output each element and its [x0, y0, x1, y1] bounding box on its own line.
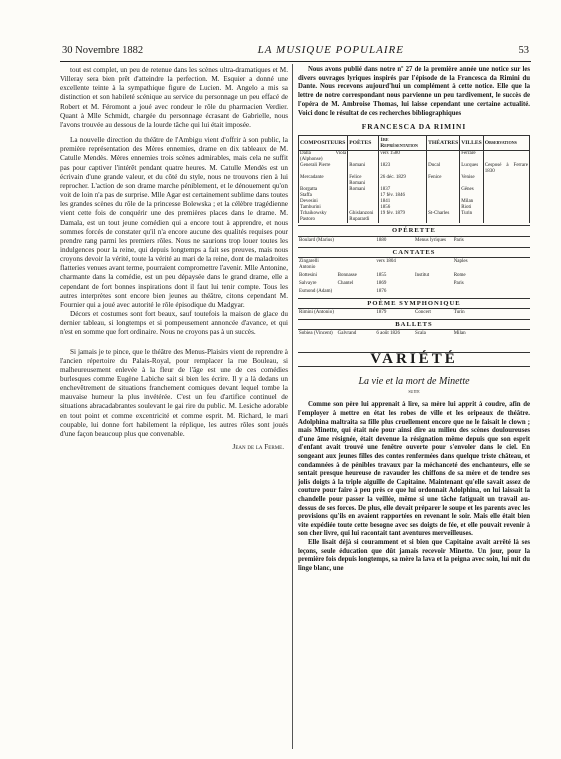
- story-title: La vie et la mort de Minette: [358, 376, 470, 388]
- story-paragraph: Elle lisait déjà si couramment et si bien que Capitaine avait arrêté là ses leçons, seule éducation que dût jamais recevoir Minette. Un jour, pour la première fois depuis longtemps, sa mère la lava et la peigna avec soin, lui mit du linge blanc, une: [298, 538, 530, 572]
- section-cell: Paris: [453, 280, 464, 286]
- table-cell: Dalla Viola (Alphonse): [300, 151, 347, 163]
- table-header-row: [299, 136, 530, 151]
- section-heading-cantates: CANTATES: [298, 247, 530, 258]
- left-column: [60, 66, 288, 452]
- table-header-cell: COMPOSITEURS: [299, 136, 348, 151]
- section-cell: [453, 288, 492, 296]
- section-heading-operette: OPÉRETTE: [298, 225, 530, 236]
- table-cell: 26 déc. 1829: [379, 175, 427, 187]
- table-cell: Turin: [460, 211, 484, 217]
- table-cell: Romani: [348, 187, 379, 193]
- cantates-rows: [298, 258, 530, 296]
- section-cell: Menus lyriques: [415, 237, 446, 243]
- section-cell: 1880: [376, 237, 387, 243]
- signature: Jean de la Ferme.: [232, 443, 284, 452]
- table-header-cell: Observations: [483, 136, 529, 151]
- section-cell: Rimini (Antonio): [299, 309, 334, 315]
- section-cell: [491, 237, 530, 245]
- table-cell: Milan: [460, 199, 484, 205]
- section-row: [298, 272, 530, 280]
- section-cell: Chantel: [337, 280, 354, 286]
- table-cell: Tchaikowsky: [299, 211, 348, 217]
- table-cell: Venise: [460, 175, 484, 187]
- section-cell: [491, 272, 530, 280]
- table-cell: Cesposé à Ferrare 1830: [484, 163, 528, 175]
- table-cell: 19 fév. 1879: [379, 211, 427, 217]
- paragraph: La nouvelle direction du théâtre de l'Ambigu vient d'offrir à son public, la première représentation des Mères ennemies, drame en dix tableaux de M. Catulle Mendès. Mères ennemies trois scènes admirables, mais cela ne suffit pas pour captiver l'intérêt pendant quatre heures. M. Catulle Mendès est un écrivain d'une grande valeur, et du côté du style, nous ne trouvons rien à lui reprocher. L'action de son drame marche péniblement, et le dénouement qu'on voit de loin n'a pas de surprise. Mlle Agar est certainement sublime dans toutes les grandes scènes du rôle de la princesse Bolewska ; et la célèbre tragédienne vient cette fois de conquérir une des premières places dans le drame. M. Damala, est un tout jeune comédien qui a encore tout à apprendre, et nous sommes forcés de constater qu'il n'a encore aucune des qualités requises pour prendre rang parmi les premiers rôles. Nous ne saurions trop louer toutes les indulgences pour la reine, qui depuis longtemps a fait ses preuves, mais nous croyons devoir la vérité, toute la vérité au mari de la reine, dont de maladroites flatteries venues avant terme, pourraient compromettre l'avenir. Mlle Antonine, charmante dans la comédie, est un peu dépaysée dans le grand drame, elle a cependant de fort bonnes inspirations dont il faut lui tenir compte. Tous les autres interprètes sont encore bien jeunes au théâtre, citons cependant M. Fournier qui a joué avec autorité le rôle épisodique du Madgyar.: [60, 136, 288, 309]
- table-cell: Lucques: [460, 163, 484, 175]
- section-row: [298, 288, 530, 296]
- section-cell: 1869: [376, 280, 387, 286]
- table-header-cell: THÉATRES: [427, 136, 460, 151]
- section-cell: [337, 309, 376, 317]
- section-cell: Bottesini: [299, 272, 318, 278]
- section-cell: [414, 288, 453, 296]
- section-cell: [491, 258, 530, 272]
- section-cell: 1879: [376, 309, 387, 315]
- table-cell: Tamburini: [299, 205, 348, 211]
- table-header-cell: POÈTES: [348, 136, 379, 151]
- table-body: [299, 151, 530, 224]
- section-cell: Concert: [415, 309, 431, 315]
- paragraph: Décors et costumes sont fort beaux, sauf toutefois la maison de glace du dernier tableau, si longtemps et si pompeusement annoncée d'avance, et qui n'est en somme que fort ordinaire. Nous ne croyons pas à un succès.: [60, 310, 288, 337]
- header-title: LA MUSIQUE POPULAIRE: [257, 44, 404, 56]
- table-cell: Fenice: [427, 175, 460, 187]
- section-row: [298, 237, 530, 245]
- table-title: FRANCESCA DA RIMINI: [361, 122, 467, 132]
- paragraph: Si jamais je te pince, que le théâtre des Menus-Plaisirs vient de reprendre à l'ancien répertoire du Palais-Royal, pour remplacer la rue Bouleau, si malheureusement enlevée à la fleur de l'âge est une de ces comédies burlesques comme Eugène Labiche sait si bien les écrire. Il y a là dedans un enchevêtrement de situations franchement comiques devant lequel tombe la mauvaise humeur la plus invétérée. C'est un feu d'artifice continuel de situations abracadabrantes soulevant le gai rire du public. M. Lesiche adorable en tout point et comme excentricité et comme esprit. M. Richard, le mari coupable, lui donne fort habilement la réplique, les autres rôles sont joués d'une façon beaucoup plus que convenable.: [60, 347, 288, 438]
- table-cell: Staffa: [299, 193, 348, 199]
- table-cell: [348, 151, 379, 164]
- table-cell: [379, 217, 427, 223]
- section-cell: Scala: [415, 331, 426, 336]
- table-cell: vers 1580: [379, 151, 427, 164]
- paragraph: tout est complet, un peu de retenue dans les scènes ultra-dramatiques et M. Villeray sera bien prêt d'atteindre la perfection. M. Esquier a donné une excellente teinte à la sympathique figure de Lucien. M. Angelo a mis sa distinction et son habileté scénique au service du personnage un peu effacé de Robert et M. Féromont a joué avec rondeur le rôle du pharmacien Verdier. Quant à Mlle Schmidt, chargée du personnage écrasant de Gabrielle, nous l'avons trouvée au dessous de la lourde tâche qui lui était imposée.: [60, 66, 288, 129]
- section-row: [298, 258, 530, 272]
- section-heading-poeme: POÈME SYMPHONIQUE: [298, 298, 530, 309]
- table-cell: [483, 217, 529, 223]
- section-cell: Turin: [453, 309, 465, 315]
- table-cell: 1856: [379, 205, 427, 211]
- table-row: [299, 163, 530, 175]
- table-row: [299, 217, 530, 223]
- section-row: [298, 330, 530, 338]
- header-date: 30 Novembre 1882: [62, 45, 144, 56]
- ballets-rows: [298, 330, 530, 338]
- section-cell: vers 1804: [376, 258, 396, 264]
- table-cell: Devesini: [299, 199, 348, 205]
- table-cell: [483, 175, 529, 187]
- page-header: [62, 44, 529, 60]
- table-cell: Generali Pierre: [299, 163, 348, 175]
- table-header-cell: VILLES: [460, 136, 484, 151]
- table-cell: 1823: [379, 163, 427, 175]
- section-cell: [337, 258, 376, 272]
- table-cell: Ferrare: [460, 151, 484, 164]
- section-cell: Salvayre: [299, 280, 317, 286]
- section-cell: Galvrand: [337, 331, 357, 336]
- section-cell: Zingarelli Antonio: [299, 258, 319, 270]
- table-cell: 1841: [379, 199, 427, 205]
- table-cell: 17 fév. 1846: [379, 193, 427, 199]
- page-number: 53: [518, 45, 529, 56]
- section-cell: 1876: [376, 288, 387, 294]
- table-cell: St-Charles: [427, 211, 460, 217]
- table-cell: 1837: [379, 187, 427, 193]
- section-cell: [491, 309, 530, 317]
- section-cell: [337, 237, 376, 245]
- table-cell: Gênes: [460, 187, 484, 193]
- table-cell: Rioti: [460, 205, 484, 211]
- section-cell: Bonnasse: [337, 272, 357, 278]
- table-cell: Felice Romani: [348, 175, 379, 187]
- story-paragraph: Comme son père lui apprenait à lire, sa mère lui apprit à coudre, afin de l'employer à mettre en état les robes de ville et les oripeaux de théâtre. Adolphina maltraita sa fille plus cruellement encore que ne le faisait le clown ; mais Minette, qui était née pour ainsi dire au milieu des scènes douloureuses d'une âme résignée, était devenue la résignation même depuis que son esprit d'enfant avait trouvé une fenêtre ouverte pour s'envoler dans le ciel. En songeant aux jeunes filles des contes renfermées dans quelque triste château, et condamnées à de pénibles travaux par la méchanceté des enchanteurs, elle se sentait presque heureuse de ravauder les chiffons de sa mère et de tendre ses jolis doigts à la triple aiguille de Capitaine. Maintenant qu'elle savait assez de couture pour faire à peu près ce que lui ordonnait Adolphina, on lui laissait la chandelle pour passer la veillée, même si une tâche fatiguait un travail au-dessus de ses forces. De plus, elle devait préparer le soupe et les parents avec les provisions qu'ils en avaient rapportées en revenant le soir. Mais elle était bien vite expédiée toute cette besogne avec ses doigts de fée, et elle pouvait revenir à son cher livre, qui lui racontait tant aventures merveilleuses.: [298, 401, 530, 538]
- section-cell: 6 août 1826: [376, 331, 400, 336]
- column-divider: [292, 64, 293, 749]
- table-cell: [427, 151, 460, 164]
- section-row: [298, 280, 530, 288]
- section-cell: [491, 288, 530, 296]
- section-cell: [491, 280, 530, 288]
- table-cell: [427, 217, 460, 223]
- table-cell: Ghislanzoni: [348, 211, 379, 217]
- section-cell: Institut: [415, 272, 430, 278]
- table-row: [299, 151, 530, 164]
- story-suite: suite: [408, 389, 420, 396]
- section-cell: Boulard (Marius): [299, 237, 334, 243]
- table-cell: Romani: [348, 163, 379, 175]
- table-cell: [483, 151, 529, 164]
- header-rule: [60, 61, 531, 62]
- operette-rows: [298, 237, 530, 245]
- section-heading-ballets: BALLETS: [298, 319, 530, 330]
- section-cell: Naples: [453, 258, 468, 264]
- table-cell: Ruparardi: [348, 217, 379, 223]
- right-column: [298, 66, 530, 573]
- opera-table: [298, 135, 530, 223]
- table-cell: Mercadante: [299, 175, 348, 187]
- section-cell: 1855: [376, 272, 387, 278]
- section-cell: [414, 280, 453, 288]
- table-cell: Borgatta: [299, 187, 348, 193]
- table-cell: Pastoro: [299, 217, 348, 223]
- section-cell: [414, 258, 453, 272]
- variete-heading: VARIÉTÉ: [298, 352, 530, 367]
- section-cell: Paris: [453, 237, 464, 243]
- section-row: [298, 309, 530, 317]
- table-cell: Ducal: [427, 163, 460, 175]
- table-header-cell: 1re Représentation: [379, 136, 427, 151]
- section-cell: Rome: [453, 272, 466, 278]
- table-cell: [460, 217, 484, 223]
- table-row: [299, 175, 530, 187]
- section-cell: [337, 288, 376, 296]
- section-cell: Milan: [453, 331, 466, 336]
- poeme-rows: [298, 309, 530, 317]
- section-cell: Sobiea (Vincent): [299, 331, 333, 336]
- intro-paragraph: Nous avons publié dans notre nº 27 de la première année une notice sur les divers ouvrages lyriques inspirés par l'épisode de la Francesca da Rimini du Dante. Nous recevons aujourd'hui un complément à cette notice. Elle que la lettre de notre correspondant nous parvienne un peu tardivement, le succès de l'opéra de M. Ambroise Thomas, lui laisse cependant une certaine actualité. Voici donc le résultat de ces recherches bibliographiques: [298, 66, 530, 117]
- section-cell: Esmond (Adam): [299, 288, 333, 294]
- section-cell: [491, 330, 530, 338]
